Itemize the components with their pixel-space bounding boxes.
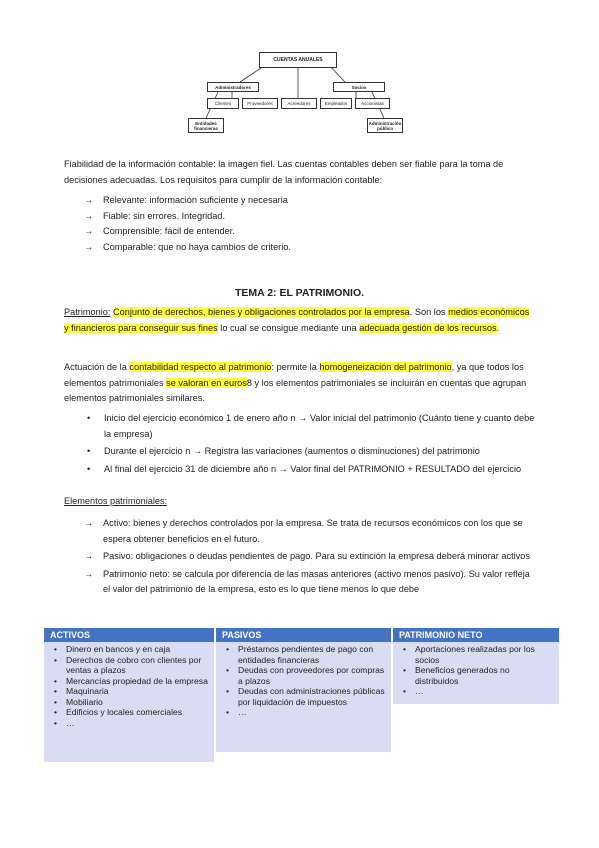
diagram-node-left: Administradores bbox=[207, 82, 259, 92]
arrow-icon: → bbox=[84, 195, 94, 205]
diagram-connectors bbox=[0, 0, 599, 140]
list-item: • Maquinaria bbox=[54, 686, 109, 696]
list-item: • Al final del ejercicio 31 de diciembre año n → Valor final del PATRIMONIO + RESULTADO del ejercicio bbox=[84, 462, 536, 478]
diagram-node: Clientes bbox=[207, 98, 239, 109]
actuacion-paragraph: Actuación de la contabilidad respecto al patrimonio: permite la homogeneización del patrimonio, ya que todos los elementos patrimoniales se valoran en euros8 y los elementos patrimoniales se incluirán en cuentas que agrupan elementos patrimoniales similares. bbox=[64, 362, 527, 403]
list-item: → Fiable: sin errores. Integridad. bbox=[84, 209, 534, 225]
list-item: • Inicio del ejercicio económico 1 de enero año n → Valor inicial del patrimonio (Cuánto tiene y cuanto debe la empresa) bbox=[87, 413, 535, 439]
table-header: PATRIMONIO NETO bbox=[393, 628, 559, 642]
elementos-heading: Elementos patrimoniales: bbox=[64, 496, 168, 506]
page-title: TEMA 2: EL PATRIMONIO. bbox=[234, 287, 365, 299]
bullet-icon: • bbox=[87, 446, 91, 456]
arrow-icon: → bbox=[84, 551, 94, 561]
list-item: → Activo: bienes y derechos controlados por la empresa. Se trata de recursos económicos con los que se espera obtener beneficios en el futuro. bbox=[84, 518, 523, 544]
list-item: • … bbox=[403, 686, 424, 696]
bullet-icon: • bbox=[87, 413, 91, 423]
list-item: • Mercancías propiedad de la empresa bbox=[54, 675, 208, 686]
arrow-icon: → bbox=[84, 226, 94, 236]
list-item: • Derechos de cobro con clientes por ventas a plazos bbox=[54, 654, 202, 675]
table-header: PASIVOS bbox=[216, 628, 391, 642]
list-item: • Aportaciones realizadas por los socios bbox=[403, 644, 535, 665]
diagram-node-right: Socios bbox=[333, 82, 385, 92]
diagram-node: Empleados bbox=[320, 98, 352, 109]
arrow-icon: → bbox=[84, 568, 94, 579]
list-item: • Préstamos pendientes de pago con entidades financieras bbox=[226, 644, 374, 665]
table-column-activos bbox=[44, 628, 214, 762]
patrimonio-paragraph: Patrimonio: Conjunto de derechos, bienes y obligaciones controlados por la empresa. Son los medios económicos y financieros para conseguir sus fines lo cual se consigue mediante una adecuada gestión de los recursos. bbox=[64, 307, 530, 333]
diagram-node: Acreedores bbox=[281, 98, 317, 109]
list-item: • Dinero en bancos y en caja bbox=[54, 644, 171, 654]
list-item: • Mobiliario bbox=[54, 696, 103, 707]
list-item: • Durante el ejercicio n → Registra las variaciones (aumentos o disminuciones) del patrimonio bbox=[84, 444, 536, 460]
patrimonio-label: Patrimonio: bbox=[64, 307, 111, 317]
table-column-pasivos bbox=[216, 628, 391, 752]
arrow-icon: → bbox=[84, 241, 94, 252]
list-item: • Beneficios generados no distribuidos bbox=[403, 665, 510, 686]
table-cell bbox=[44, 642, 214, 762]
list-item: → Patrimonio neto: se calcula por diferencia de las masas anteriores (activo menos pasivo). Su valor refleja el valor del patrimonio de la empresa, esto es lo que tiene menos lo que debe bbox=[84, 568, 530, 594]
list-item: • Deudas con administraciones públicas por liquidación de impuestos bbox=[226, 686, 385, 707]
list-item: → Comprensible: fácil de entender. bbox=[84, 224, 534, 240]
arrow-icon: → bbox=[84, 518, 94, 528]
list-item: • Edificios y locales comerciales bbox=[54, 707, 183, 717]
table-column-patrimonio-neto bbox=[393, 628, 559, 704]
diagram-node-bottom-right: Administración pública bbox=[367, 118, 403, 133]
bullet-icon: • bbox=[87, 463, 91, 474]
list-item: → Comparable: que no haya cambios de criterio. bbox=[84, 240, 534, 256]
intro-paragraph: Fiabilidad de la información contable: la imagen fiel. Las cuentas contables deben ser fiable para la toma de decisiones adecuadas. Los requisitos para cumplir de la información contable: bbox=[64, 159, 504, 185]
list-item: • … bbox=[54, 717, 75, 728]
fiscal-year-list bbox=[84, 411, 536, 477]
diagram-node: Accionistas bbox=[355, 98, 390, 109]
diagram-node-bottom-left: Entidades financieras bbox=[188, 118, 224, 133]
list-item: → Relevante: información suficiente y necesaria bbox=[84, 193, 534, 209]
table-header: ACTIVOS bbox=[44, 628, 214, 642]
table-cell bbox=[393, 642, 559, 704]
table-cell bbox=[216, 642, 391, 752]
elementos-list bbox=[84, 516, 534, 598]
list-item: • Deudas con proveedores por compras a plazos bbox=[226, 665, 385, 686]
diagram-root: CUENTAS ANUALES bbox=[259, 52, 337, 68]
diagram-node: Proveedores bbox=[242, 98, 278, 109]
list-item: • … bbox=[226, 707, 247, 717]
requirements-list bbox=[84, 193, 534, 255]
arrow-icon: → bbox=[84, 210, 94, 221]
list-item: → Pasivo: obligaciones o deudas pendientes de pago. Para su extinción la empresa deberá minorar activos bbox=[84, 549, 534, 565]
